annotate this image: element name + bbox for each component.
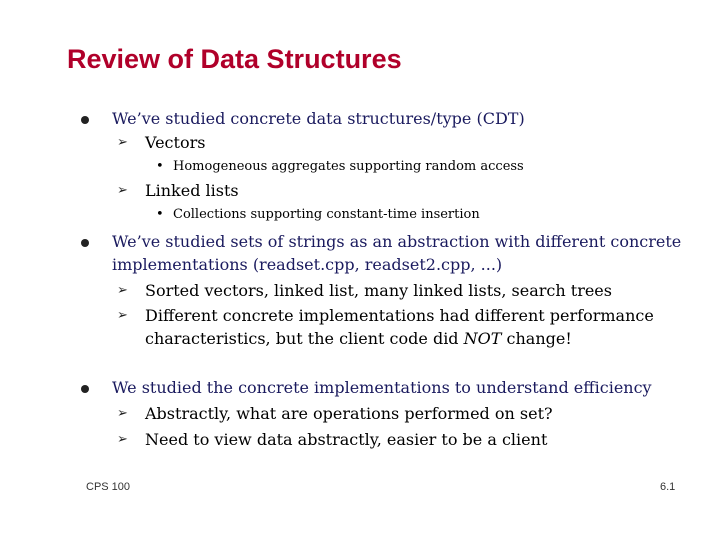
bullet-2-sub-1-text: Sorted vectors, linked list, many linked lists, search trees xyxy=(145,281,612,300)
bullet-1-text: We’ve studied concrete data structures/type (CDT) xyxy=(112,109,525,128)
bullet-1-sub-1-text: Vectors xyxy=(145,133,206,152)
bullet-3-sub-1 xyxy=(117,402,553,425)
arrow-bullet-icon: ➢ xyxy=(117,406,128,421)
bullet-2-line-2: implementations (readset.cpp, readset2.cpp, ...) xyxy=(112,255,503,274)
bullet-1-sub-2-detail xyxy=(156,206,480,224)
arrow-bullet-icon: ➢ xyxy=(117,308,128,323)
bullet-1-sub-2 xyxy=(117,179,239,202)
bullet-3-text: We studied the concrete implementations to understand efficiency xyxy=(112,378,652,397)
bullet-2-sub-1 xyxy=(117,279,612,302)
arrow-bullet-icon: ➢ xyxy=(117,135,128,150)
bullet-2-sub-2-line-2-post: change! xyxy=(501,329,572,348)
bullet-3-sub-2 xyxy=(117,428,548,451)
bullet-2-sub-2 xyxy=(117,304,654,327)
arrow-bullet-icon: ➢ xyxy=(117,283,128,298)
bullet-2-sub-2-emphasis: NOT xyxy=(463,329,502,348)
bullet-dot-icon xyxy=(81,385,89,393)
bullet-3-sub-2-text: Need to view data abstractly, easier to be a client xyxy=(145,430,548,449)
bullet-1-sub-1 xyxy=(117,131,206,154)
bullet-1-sub-1-detail-text: Homogeneous aggregates supporting random access xyxy=(173,159,524,174)
arrow-bullet-icon: ➢ xyxy=(117,183,128,198)
bullet-2-sub-2-line-2-pre: characteristics, but the client code did xyxy=(145,329,464,348)
bullet-dot-icon xyxy=(81,239,89,247)
arrow-bullet-icon: ➢ xyxy=(117,432,128,447)
bullet-dot-icon xyxy=(81,116,89,124)
bullet-2-sub-2-line-1: Different concrete implementations had different performance xyxy=(145,306,654,325)
slide-title: Review of Data Structures xyxy=(67,44,402,74)
bullet-3-sub-1-text: Abstractly, what are operations performed on set? xyxy=(145,404,553,423)
bullet-1-sub-1-detail xyxy=(156,158,524,176)
bullet-1-sub-2-detail-text: Collections supporting constant-time insertion xyxy=(173,207,480,222)
bullet-2-line-1: We’ve studied sets of strings as an abstraction with different concrete xyxy=(112,232,682,251)
dot-bullet-icon: • xyxy=(156,159,164,174)
bullet-2-sub-2-cont xyxy=(145,327,572,350)
footer-course: CPS 100 xyxy=(86,481,131,493)
bullet-1-sub-2-text: Linked lists xyxy=(145,181,239,200)
footer-page-number: 6.1 xyxy=(660,481,676,493)
dot-bullet-icon: • xyxy=(156,207,164,222)
